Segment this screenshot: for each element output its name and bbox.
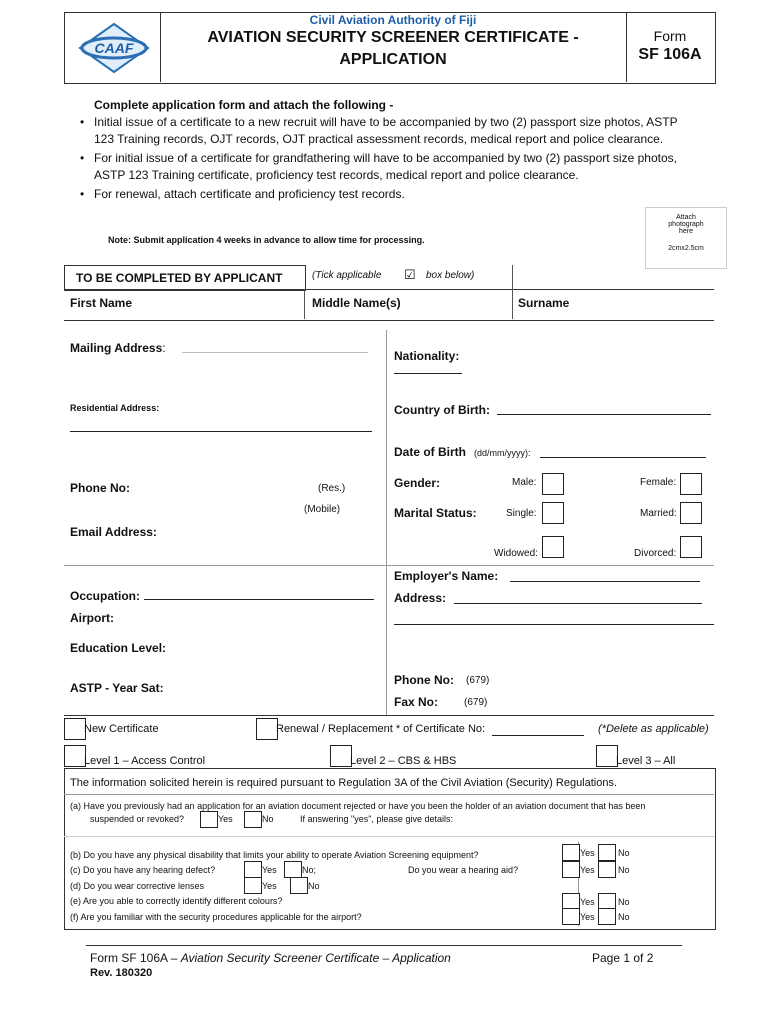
qd-yes-label: Yes	[262, 881, 277, 891]
qc-no-label: No;	[302, 865, 317, 875]
nationality-field[interactable]	[394, 373, 462, 374]
renewal-checkbox[interactable]	[256, 718, 278, 740]
footer-rule	[86, 945, 682, 946]
hearing-aid-no-checkbox[interactable]	[598, 861, 616, 878]
single-checkbox[interactable]	[542, 502, 564, 524]
photo-box	[645, 207, 727, 269]
qa-no-label: No	[262, 814, 274, 824]
employers-name-label: Employer's Name:	[394, 569, 499, 583]
qe-no-label: No	[618, 897, 630, 907]
female-label: Female:	[640, 477, 677, 488]
question-d: (d) Do you wear corrective lenses	[70, 881, 205, 891]
question-c: (c) Do you have any hearing defect?	[70, 865, 216, 875]
phone-mobile-label: (Mobile)	[304, 504, 341, 515]
education-level-label: Education Level:	[70, 641, 167, 655]
instruction-item: • For initial issue of a certificate for grandfathering will have to be accompanied by two (2) passport size photos, ASTP 123 Training certificate, proficiency test records, medical report and police clearance.	[80, 150, 680, 184]
instructions-list	[80, 114, 680, 205]
fax-label: Fax No:	[394, 695, 439, 709]
surname-label[interactable]: Surname	[518, 296, 570, 310]
processing-note: Note: Submit application 4 weeks in advance to allow time for processing.	[108, 235, 425, 245]
tick-checkbox-icon: ☑	[404, 267, 416, 282]
photo-label-line1: Attach	[676, 214, 696, 221]
qd-yes-checkbox[interactable]	[244, 877, 262, 894]
employer-phone-code: (679)	[466, 675, 490, 686]
female-checkbox[interactable]	[680, 473, 702, 495]
occupation-field[interactable]	[144, 599, 374, 600]
qf-yes-label: Yes	[580, 912, 595, 922]
qa-yes-checkbox[interactable]	[200, 811, 218, 828]
renewal-label: Renewal / Replacement * of Certificate No:	[276, 723, 486, 735]
level1-label: Level 1 – Access Control	[84, 755, 206, 767]
new-certificate-checkbox[interactable]	[64, 718, 86, 740]
qb-yes-label: Yes	[580, 848, 595, 858]
level3-checkbox[interactable]	[596, 745, 618, 767]
nationality-label: Nationality:	[394, 349, 460, 363]
level2-checkbox[interactable]	[330, 745, 352, 767]
qb-no-checkbox[interactable]	[598, 844, 616, 861]
fax-code: (679)	[464, 697, 488, 708]
footer-form-ref	[90, 951, 451, 965]
qb-yes-checkbox[interactable]	[562, 844, 580, 861]
mailing-colon: :	[162, 341, 166, 355]
regulation-text: The information solicited herein is required pursuant to Regulation 3A of the Civil Aviation (Security) Regulations.	[70, 777, 618, 789]
widowed-checkbox[interactable]	[542, 536, 564, 558]
form-number: SF 106A	[638, 46, 702, 63]
male-checkbox[interactable]	[542, 473, 564, 495]
qc-yes-label: Yes	[262, 865, 277, 875]
form-title-line1: AVIATION SECURITY SCREENER CERTIFICATE -	[207, 29, 579, 46]
first-name-label[interactable]: First Name	[70, 296, 133, 310]
form-title-line2: APPLICATION	[339, 51, 447, 68]
form-label: Form	[653, 28, 687, 44]
section-divider	[64, 565, 714, 566]
male-label: Male:	[512, 477, 537, 488]
married-label: Married:	[640, 508, 677, 519]
qe-yes-label: Yes	[580, 897, 595, 907]
mailing-address-text: Mailing Address	[70, 341, 163, 355]
caaf-logo	[74, 20, 154, 76]
address-label: Address:	[394, 591, 447, 605]
astp-year-label: ASTP - Year Sat:	[70, 681, 164, 695]
delete-note: (*Delete as applicable)	[598, 723, 709, 735]
country-of-birth-field[interactable]	[497, 414, 711, 415]
qa-no-checkbox[interactable]	[244, 811, 262, 828]
tick-applicable-text: (Tick applicable	[312, 270, 382, 281]
email-label: Email Address:	[70, 525, 157, 539]
tick-applicable	[312, 270, 381, 281]
qd-no-label: No	[308, 881, 320, 891]
photo-label-line3: here	[678, 228, 693, 235]
single-label: Single:	[506, 508, 537, 519]
residential-address-field[interactable]	[70, 431, 372, 432]
employer-address-field[interactable]	[454, 603, 702, 604]
marital-status-label: Marital Status:	[394, 506, 477, 520]
hearing-aid-question: Do you wear a hearing aid?	[408, 865, 519, 875]
qc-no-checkbox[interactable]	[284, 861, 302, 878]
date-of-birth-field[interactable]	[540, 457, 706, 458]
level3-label: Level 3 – All	[616, 755, 676, 767]
box-below-text: box below)	[426, 270, 475, 281]
question-a-line1: (a) Have you previously had an application for an aviation document rejected or have you been the holder of an aviation document that has been	[70, 801, 646, 811]
qf-no-checkbox[interactable]	[598, 908, 616, 925]
hearing-aid-yes-checkbox[interactable]	[562, 861, 580, 878]
phone-res-label: (Res.)	[318, 483, 346, 494]
question-e: (e) Are you able to correctly identify different colours?	[70, 896, 283, 906]
logo-text: CAAF	[94, 40, 134, 56]
residential-address-label: Residential Address:	[70, 403, 160, 413]
level1-checkbox[interactable]	[64, 745, 86, 767]
instructions-heading: Complete application form and attach the following -	[94, 98, 394, 112]
widowed-label: Widowed:	[494, 548, 538, 559]
airport-label: Airport:	[70, 611, 114, 625]
if-yes-details: If answering "yes", please give details:	[300, 814, 453, 824]
divorced-label: Divorced:	[634, 548, 677, 559]
date-of-birth-label: Date of Birth	[394, 445, 466, 459]
page-number: Page 1 of 2	[592, 951, 654, 965]
question-a-line2: suspended or revoked?	[90, 814, 185, 824]
footer-form-number: Form SF 106A –	[90, 951, 181, 965]
employers-name-field[interactable]	[510, 581, 700, 582]
question-a-rule	[64, 836, 714, 837]
section-title: TO BE COMPLETED BY APPLICANT	[76, 271, 283, 285]
phone-label: Phone No:	[70, 481, 130, 495]
country-of-birth-label: Country of Birth:	[394, 403, 490, 417]
footer-form-title: Aviation Security Screener Certificate – Application	[180, 951, 451, 965]
qb-no-label: No	[618, 848, 630, 858]
mailing-address-label	[70, 341, 166, 355]
gender-label: Gender:	[394, 476, 441, 490]
authority-name: Civil Aviation Authority of Fiji	[309, 13, 477, 27]
qc-yes-checkbox[interactable]	[244, 861, 262, 878]
mailing-address-field[interactable]	[182, 352, 368, 353]
middle-names-label[interactable]: Middle Name(s)	[312, 296, 401, 310]
footer-revision: Rev. 180320	[90, 967, 153, 979]
photo-label-line2: photograph	[668, 221, 704, 228]
qd-no-checkbox[interactable]	[290, 877, 308, 894]
level2-label: Level 2 – CBS & HBS	[350, 755, 457, 767]
names-divider-1	[304, 289, 305, 319]
hearing-aid-no-label: No	[618, 865, 630, 875]
photo-size: 2cmx2.5cm	[668, 245, 704, 252]
dob-format: (dd/mm/yyyy):	[474, 448, 531, 458]
new-certificate-label: New Certificate	[84, 723, 159, 735]
column-divider	[386, 330, 387, 715]
question-f: (f) Are you familiar with the security procedures applicable for the airport?	[70, 912, 362, 922]
occupation-label: Occupation:	[70, 589, 141, 603]
employer-address-field-2[interactable]	[394, 624, 714, 625]
names-divider-2	[512, 265, 513, 319]
question-b: (b) Do you have any physical disability that limits your ability to operate Aviation Screening equipment?	[70, 850, 479, 860]
employer-phone-label: Phone No:	[394, 673, 454, 687]
married-checkbox[interactable]	[680, 502, 702, 524]
instruction-item: • For renewal, attach certificate and proficiency test records.	[80, 186, 680, 203]
qa-yes-label: Yes	[218, 814, 233, 824]
divorced-checkbox[interactable]	[680, 536, 702, 558]
hearing-aid-yes-label: Yes	[580, 865, 595, 875]
qf-no-label: No	[618, 912, 630, 922]
certificate-number-field[interactable]	[492, 735, 584, 736]
certificate-top-rule	[64, 715, 714, 716]
instruction-item: • Initial issue of a certificate to a new recruit will have to be accompanied by two (2) passport size photos, ASTP 123 Training records, OJT records, OJT practical assessment records, medical report and police clearance.	[80, 114, 680, 148]
qf-yes-checkbox[interactable]	[562, 908, 580, 925]
regulation-rule	[64, 794, 714, 795]
